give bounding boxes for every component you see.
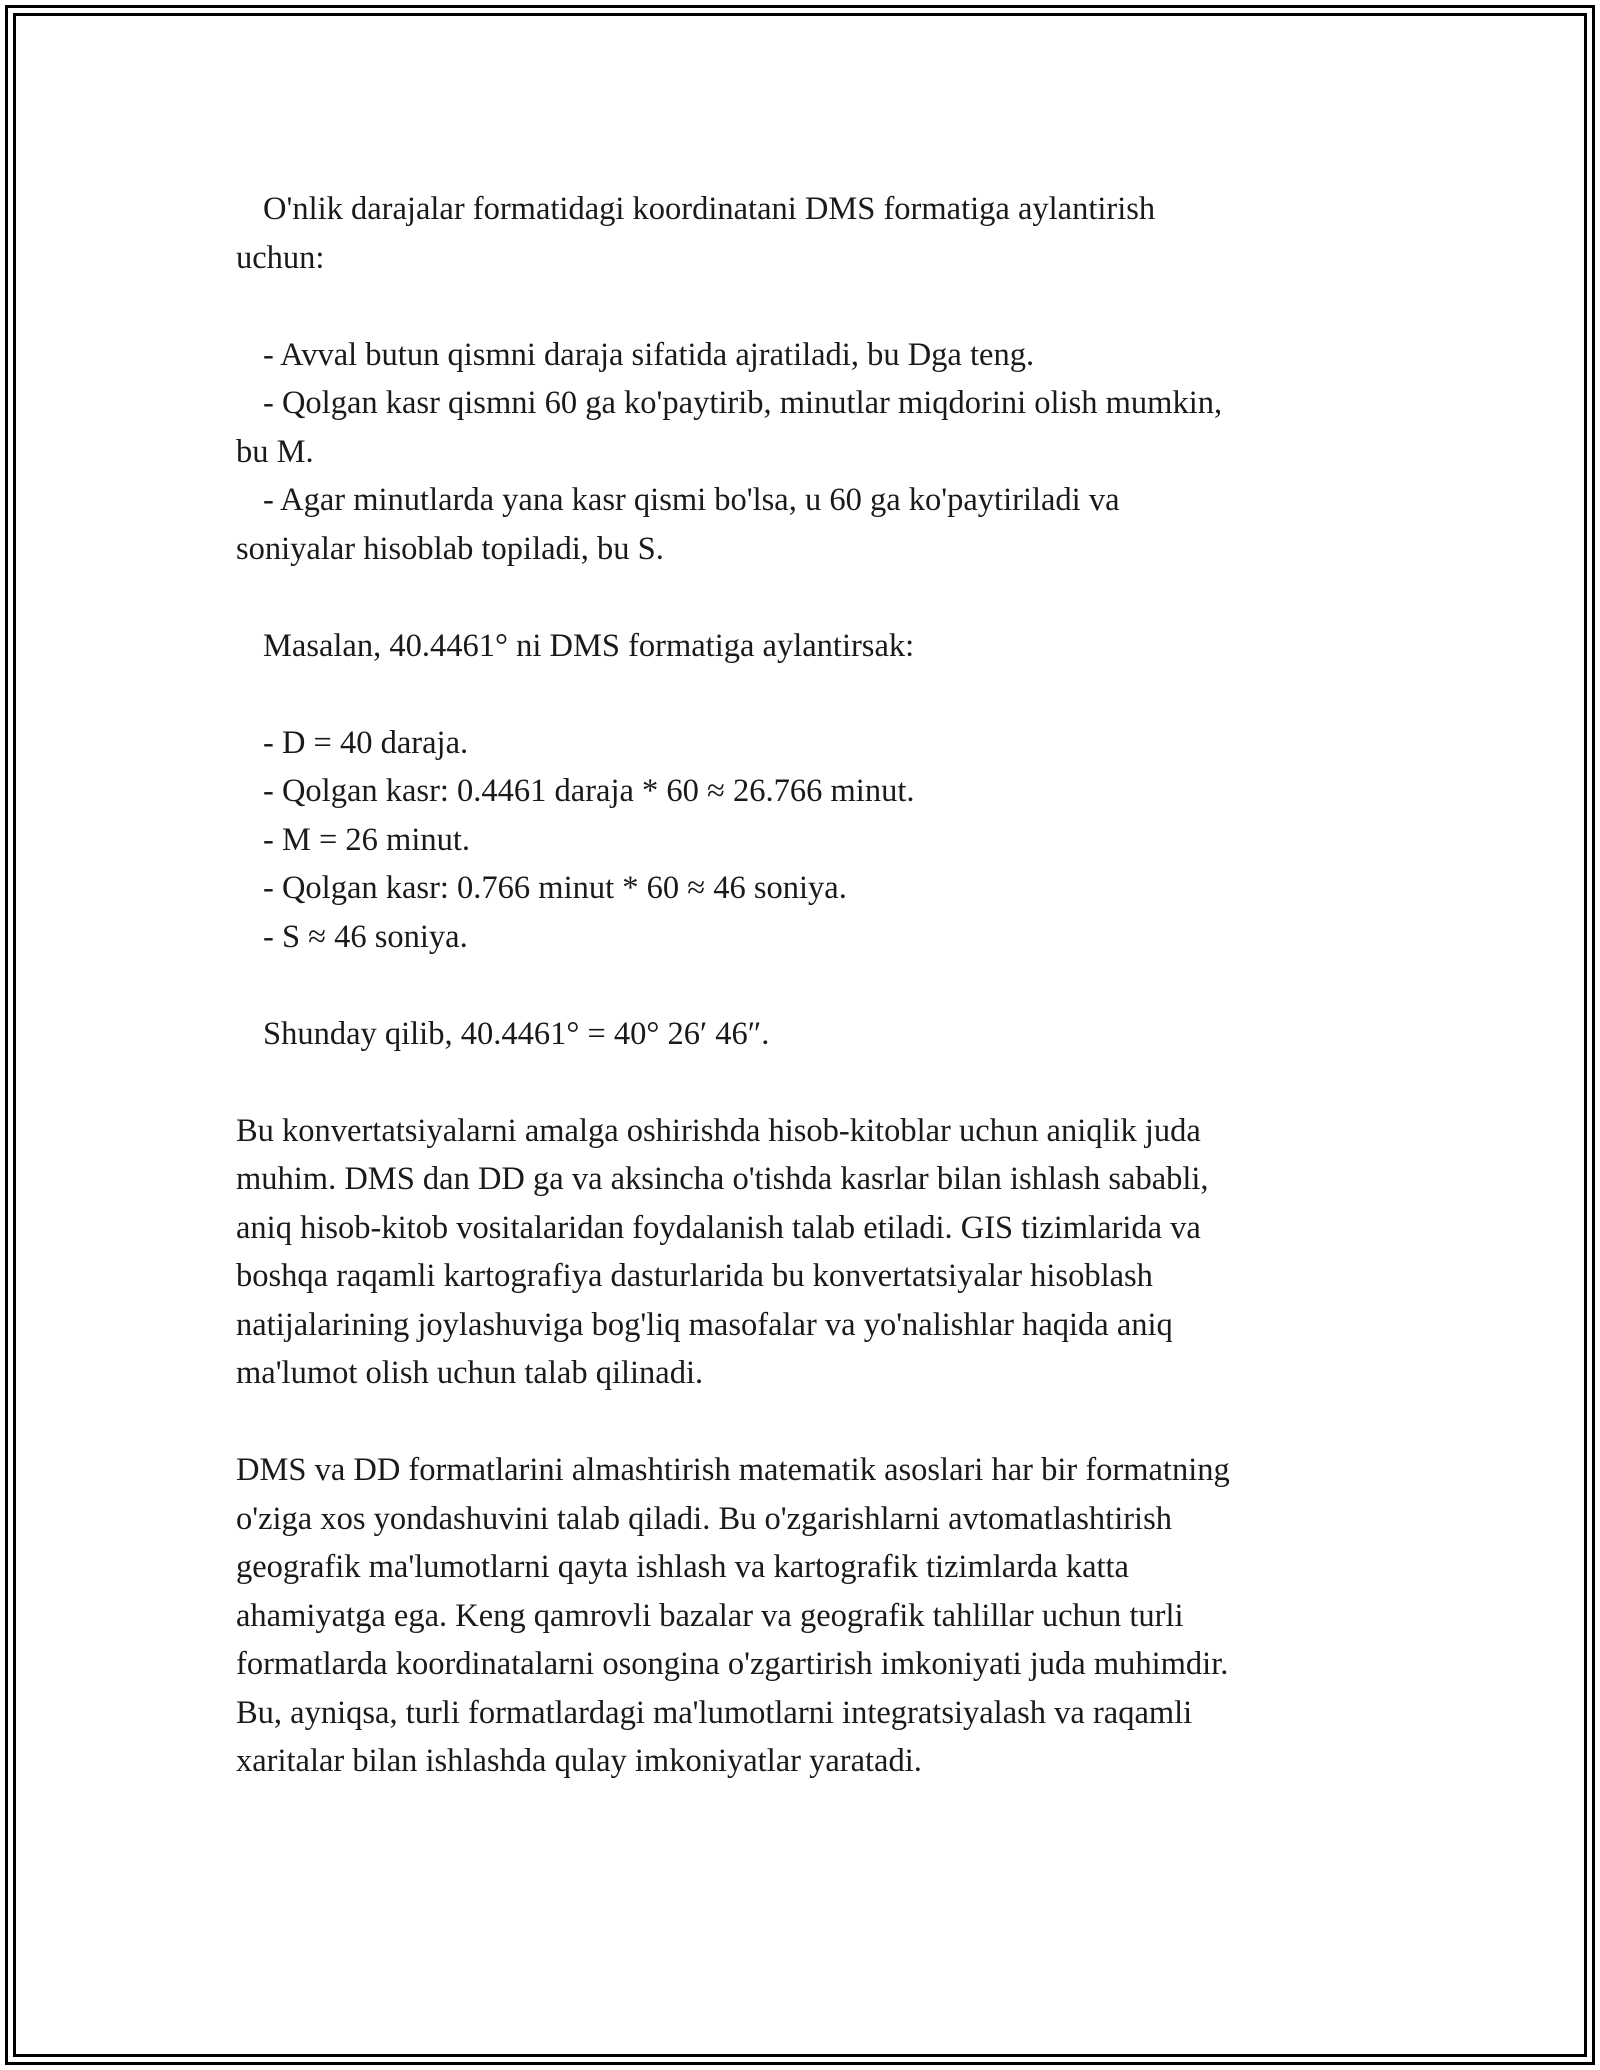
text-line: natijalarining joylashuviga bog'liq masofalar va yo'nalishlar haqida aniq xyxy=(236,1306,1173,1343)
text-line: boshqa raqamli kartografiya dasturlarida bu konvertatsiyalar hisoblash xyxy=(236,1258,1153,1294)
text-line: Masalan, 40.4461° ni DMS formatiga aylantirsak: xyxy=(263,627,915,664)
list-item: - Qolgan kasr: 0.4461 daraja * 60 ≈ 26.766 minut. xyxy=(263,773,915,809)
list-item: - M = 26 minut. xyxy=(263,821,471,858)
text-line: formatlarda koordinatalarni osongina o'zgartirish imkoniyati juda muhimdir. xyxy=(236,1646,1229,1682)
list-item: - Avval butun qismni daraja sifatida ajratiladi, bu Dga teng. xyxy=(263,336,1035,373)
blank-line xyxy=(236,961,1366,1010)
text-line: O'nlik darajalar formatidagi koordinatani DMS formatiga aylantirish xyxy=(263,191,1156,227)
blank-line xyxy=(236,670,1366,719)
text-line: bu M. xyxy=(236,433,314,470)
text-line: aniq hisob-kitob vositalaridan foydalanish talab etiladi. GIS tizimlarida va xyxy=(236,1209,1201,1246)
text-line: ma'lumot olish uchun talab qilinadi. xyxy=(236,1355,704,1391)
list-item: - Agar minutlarda yana kasr qismi bo'lsa, u 60 ga ko'paytiriladi va xyxy=(263,482,1120,518)
text-line: o'ziga xos yondashuvini talab qiladi. Bu o'zgarishlarni avtomatlashtirish xyxy=(236,1500,1172,1537)
blank-line xyxy=(236,282,1366,331)
list-item: - S ≈ 46 soniya. xyxy=(263,918,468,955)
text-line: geografik ma'lumotlarni qayta ishlash va kartografik tizimlarda katta xyxy=(236,1549,1129,1585)
blank-line xyxy=(236,1058,1366,1107)
text-line: Bu, ayniqsa, turli formatlardagi ma'lumotlarni integratsiyalash va raqamli xyxy=(236,1694,1193,1731)
text-line: soniyalar hisoblab topiladi, bu S. xyxy=(236,530,664,567)
text-line: xaritalar bilan ishlashda qulay imkoniyatlar yaratadi. xyxy=(236,1743,922,1779)
list-item: - Qolgan kasr qismni 60 ga ko'paytirib, minutlar miqdorini olish mumkin, xyxy=(263,385,1223,421)
document-body xyxy=(236,185,1366,1786)
text-line: Bu konvertatsiyalarni amalga oshirishda hisob-kitoblar uchun aniqlik juda xyxy=(236,1112,1201,1149)
blank-line xyxy=(236,573,1366,622)
list-item: - Qolgan kasr: 0.766 minut * 60 ≈ 46 soniya. xyxy=(263,870,847,906)
text-line: ahamiyatga ega. Keng qamrovli bazalar va geografik tahlillar uchun turli xyxy=(236,1597,1184,1634)
text-line: uchun: xyxy=(236,239,325,276)
list-item: - D = 40 daraja. xyxy=(263,724,469,761)
text-line: muhim. DMS dan DD ga va aksincha o'tishda kasrlar bilan ishlash sababli, xyxy=(236,1161,1209,1197)
blank-line xyxy=(236,1398,1366,1447)
text-line: Shunday qilib, 40.4461° = 40° 26′ 46″. xyxy=(263,1015,770,1052)
text-line: DMS va DD formatlarini almashtirish matematik asoslari har bir formatning xyxy=(236,1452,1230,1488)
